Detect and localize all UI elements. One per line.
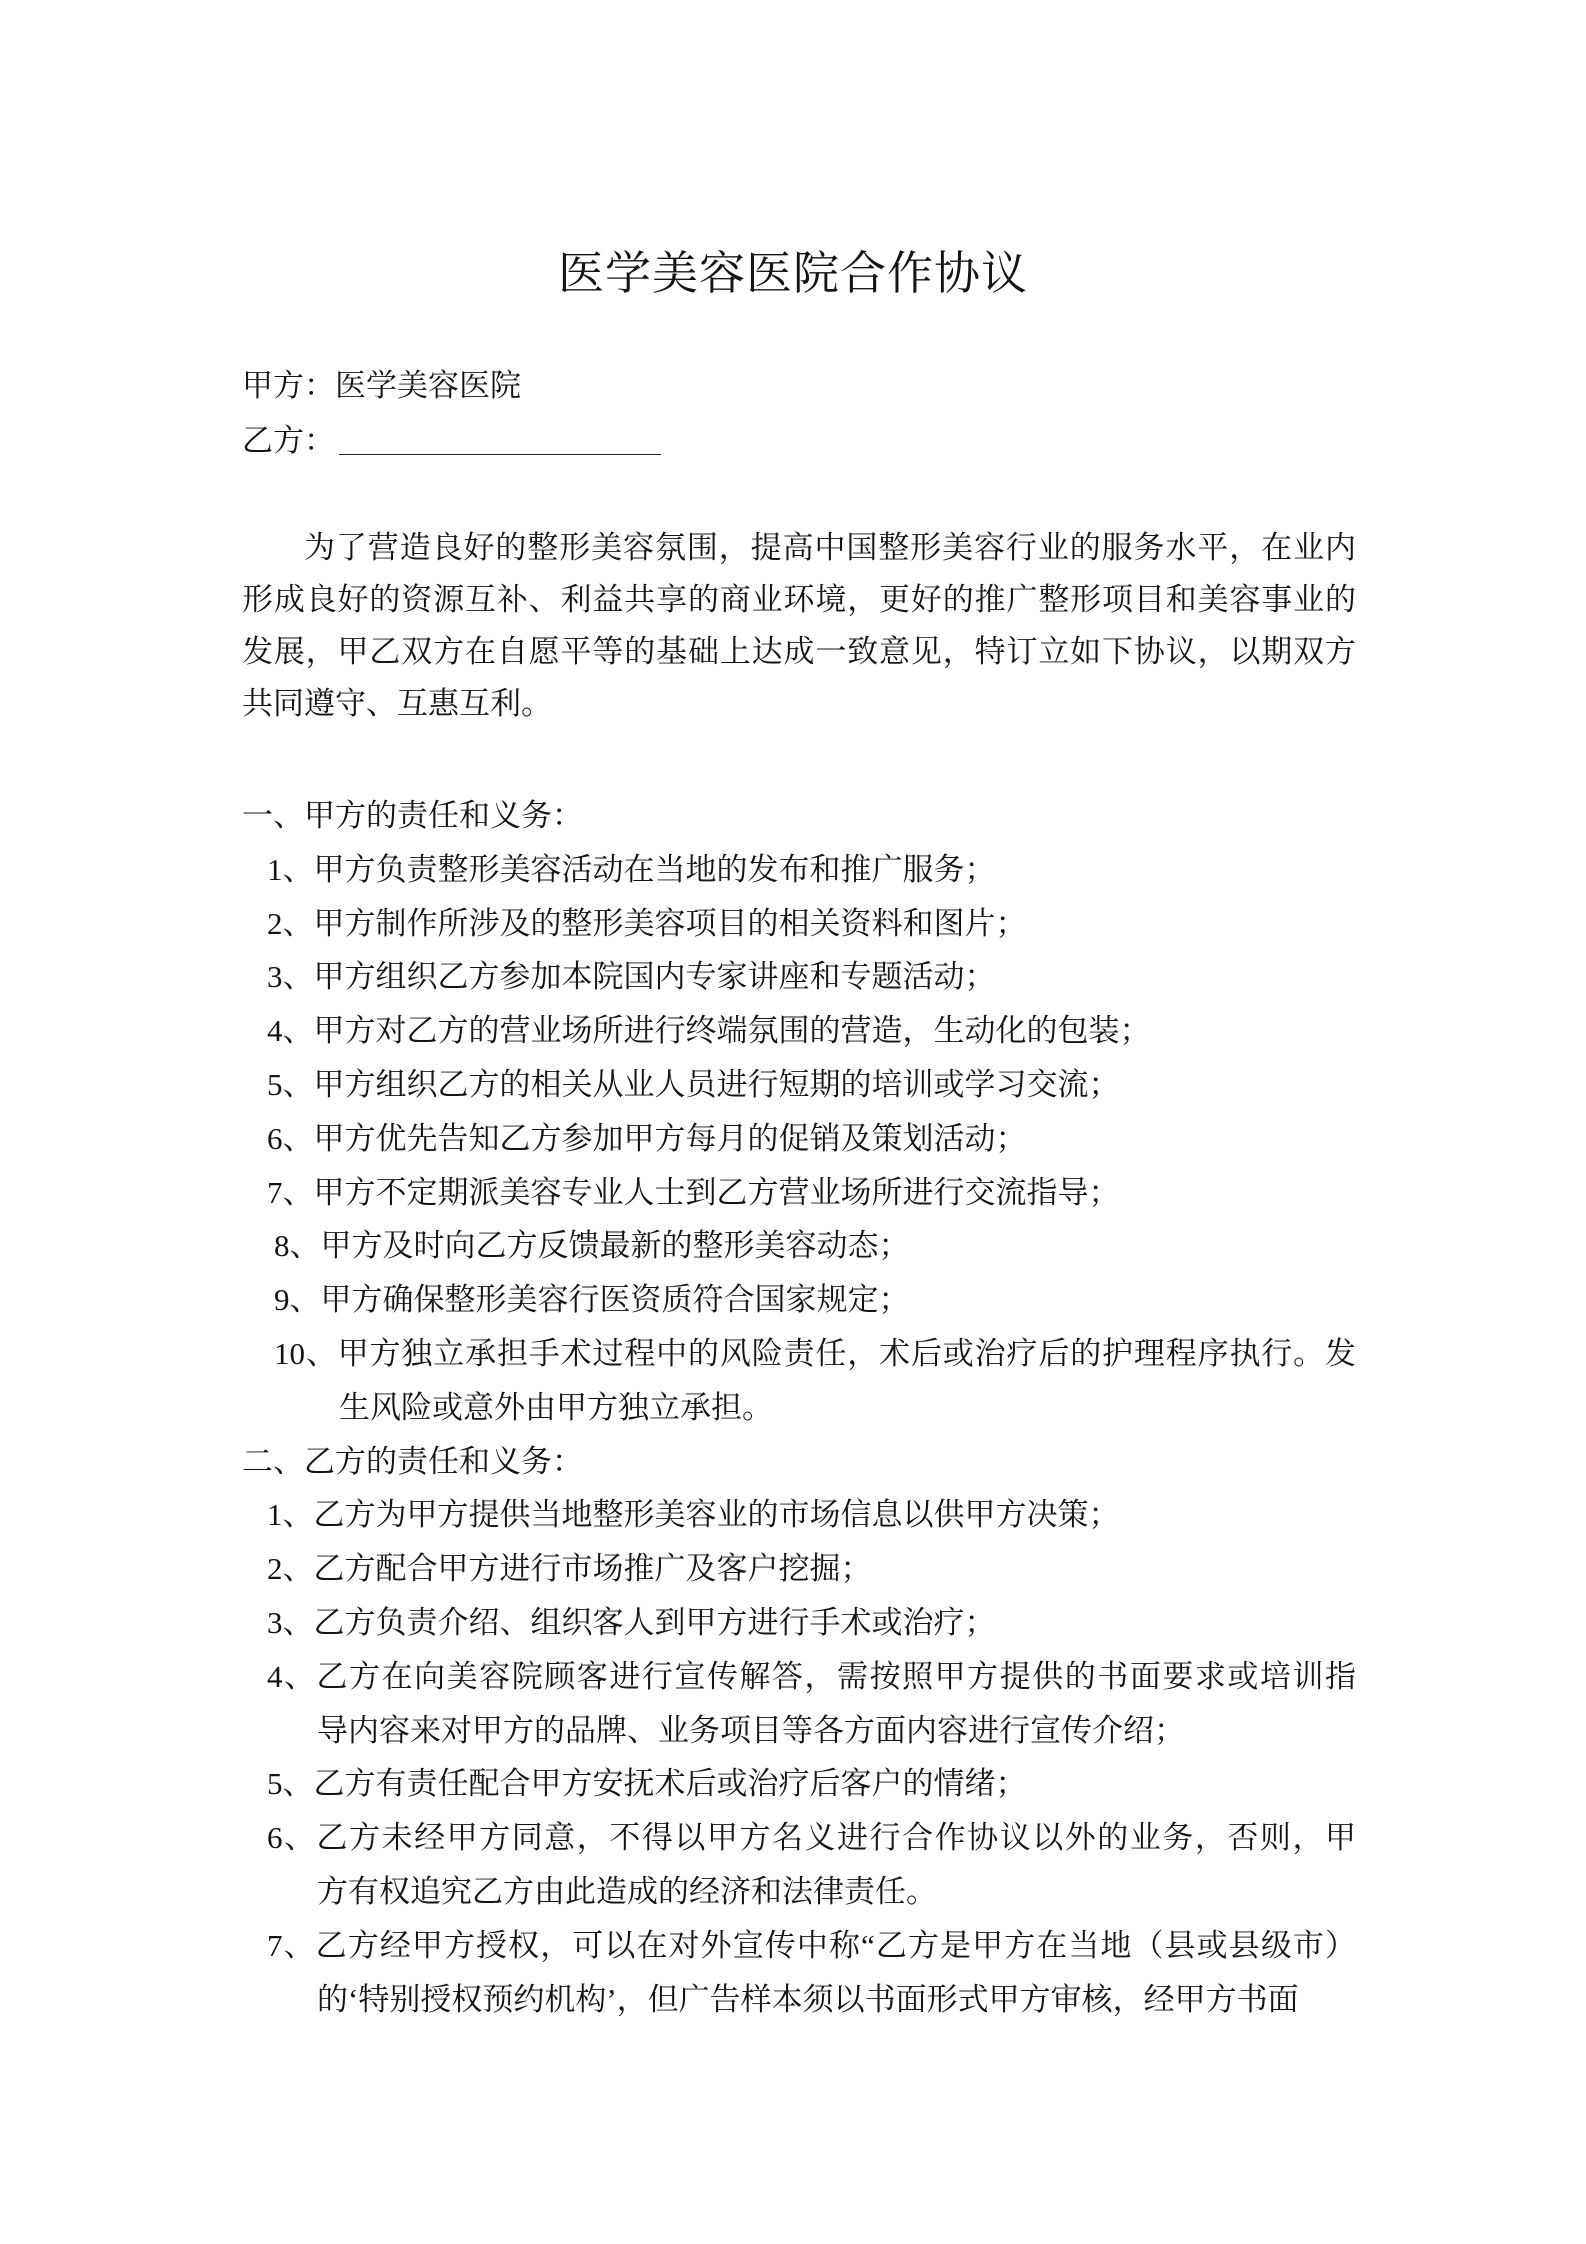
list-item: 1、甲方负责整形美容活动在当地的发布和推广服务； <box>267 851 996 887</box>
list-item: 7、甲方不定期派美容专业人士到乙方营业场所进行交流指导； <box>267 1174 1120 1210</box>
list-item: 10、甲方独立承担手术过程中的风险责任，术后或治疗后的护理程序执行。发 <box>274 1335 1356 1371</box>
list-item: 1、乙方为甲方提供当地整形美容业的市场信息以供甲方决策； <box>267 1497 1120 1533</box>
party-a-name: 医学美容医院 <box>335 368 521 403</box>
list-item: 9、甲方确保整形美容行医资质符合国家规定； <box>274 1282 910 1318</box>
section-heading: 一、甲方的责任和义务： <box>242 798 583 833</box>
list-item: 4、乙方在向美容院顾客进行宣传解答，需按照甲方提供的书面要求或培训指 <box>267 1658 1356 1694</box>
list-item: 5、乙方有责任配合甲方安抚术后或治疗后客户的情绪； <box>267 1766 1027 1802</box>
list-item: 6、甲方优先告知乙方参加甲方每月的促销及策划活动； <box>267 1120 1027 1156</box>
party-b-line <box>242 414 661 468</box>
list-item: 2、甲方制作所涉及的整形美容项目的相关资料和图片； <box>267 905 1027 941</box>
preamble-line: 为了营造良好的整形美容氛围，提高中国整形美容行业的服务水平，在业内 <box>304 530 1356 565</box>
list-item: 8、甲方及时向乙方反馈最新的整形美容动态； <box>274 1228 910 1264</box>
party-b-blank-field[interactable] <box>339 424 661 455</box>
preamble-paragraph <box>242 522 1356 730</box>
party-b-label: 乙方： <box>242 423 335 458</box>
section-heading: 二、乙方的责任和义务： <box>242 1443 583 1479</box>
preamble-line: 共同遵守、互惠互利。 <box>242 686 552 721</box>
list-item-continuation: 方有权追究乙方由此造成的经济和法律责任。 <box>317 1873 937 1909</box>
preamble-line: 发展，甲乙双方在自愿平等的基础上达成一致意见，特订立如下协议，以期双方 <box>242 634 1356 669</box>
list-item-continuation: 的‘特别授权预约机构’，但广告样本须以书面形式甲方审核，经甲方书面 <box>317 1981 1299 2017</box>
list-item: 3、乙方负责介绍、组织客人到甲方进行手术或治疗； <box>267 1604 996 1640</box>
preamble-line: 形成良好的资源互补、利益共享的商业环境，更好的推广整形项目和美容事业的 <box>242 582 1356 617</box>
list-item: 2、乙方配合甲方进行市场推广及客户挖掘； <box>267 1551 872 1587</box>
list-item-continuation: 导内容来对甲方的品牌、业务项目等各方面内容进行宣传介绍； <box>317 1712 1185 1748</box>
list-item: 5、甲方组织乙方的相关从业人员进行短期的培训或学习交流； <box>267 1066 1120 1102</box>
list-item: 6、乙方未经甲方同意，不得以甲方名义进行合作协议以外的业务，否则，甲 <box>267 1820 1356 1856</box>
party-a-label: 甲方： <box>242 368 335 403</box>
document-title: 医学美容医院合作协议 <box>558 248 1028 299</box>
list-item: 3、甲方组织乙方参加本院国内专家讲座和专题活动； <box>267 959 996 995</box>
list-item: 7、乙方经甲方授权，可以在对外宣传中称“乙方是甲方在当地（县或县级市） <box>267 1927 1356 1963</box>
party-a-line <box>242 359 521 413</box>
agreement-body <box>242 789 1356 2026</box>
list-item-continuation: 生风险或意外由甲方独立承担。 <box>339 1389 773 1425</box>
list-item: 4、甲方对乙方的营业场所进行终端氛围的营造，生动化的包装； <box>267 1013 1151 1049</box>
